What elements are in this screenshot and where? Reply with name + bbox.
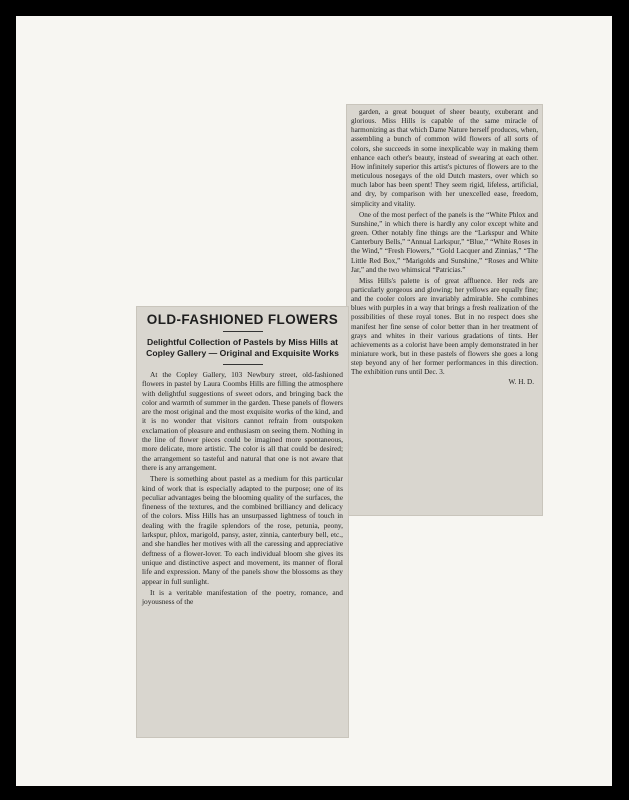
scan-page	[16, 16, 612, 786]
author-signature: W. H. D.	[508, 377, 534, 386]
article-paragraph: It is a veritable manifestation of the poetry, romance, and joyousness of the	[142, 587, 343, 607]
article-subheadline: Delightful Collection of Pastels by Miss Hills at Copley Gallery — Original and Exquisite Works	[146, 337, 339, 358]
article-paragraph: There is something about pastel as a medium for this particular kind of work that is especially adapted to the purpose; one of its peculiar advantages being the blooming quality of the surfaces, the fineness of the textures, and the combined brilliancy and delicacy of the colors. Miss Hills has an unsurpassed lightness of touch in dealing with the fragile splendors of the rose, petunia, peony, larkspur, phlox, marigold, pansy, aster, zinnia, canterbury bell, etc., and she handles her motives with all the caressing and appreciative deftness of a flower-lover. To each individual bloom she gives its unique and distinctive aspect and movement, its manner of floral life and expression. Many of the panels show the blossoms as they appear in full sunlight.	[142, 474, 343, 586]
article-paragraph: Miss Hills's palette is of great affluence. Her reds are particularly gorgeous and glowing; her yellows are equally fine; and the cooler colors are invariably admirable. She combines blues with purples in a way that brings a fresh realization of the possibilities of these royal tones. But in no respect does she manifest her fine sense of color better than in her treatment of grays and whites in their various gradations of tints. Her achievements as a colorist have been amply demonstrated in her miniature work, but in these pastels of flowers she goes a long step beyond any of her former performances in this direction. The exhibition runs until Dec. 3.	[351, 276, 538, 377]
clipping-left-column	[136, 306, 349, 738]
article-paragraph: garden, a great bouquet of sheer beauty, exuberant and glorious. Miss Hills is capable of the same miracle of harmonizing as that which Dame Nature herself produces, when, assembling a bunch of common wild flowers of all sorts of colors, she succeeds in some inexplicable way in making them enhance each other's beauty, instead of swearing at each other. How infinitely superior this artist's pictures of flowers are to the meticulous nosegays of the old Dutch masters, over which so much labor has been spent! They seem rigid, lifeless, artificial, and dry, by comparison with her unexcelled ease, freedom, simplicity and vitality.	[351, 108, 538, 208]
article-paragraph: One of the most perfect of the panels is the “White Phlox and Sunshine,” in which there is hardly any color except white and green. Other notably fine things are the “Larkspur and White Canterbury Bells,” “Annual Larkspur,” “Blue,” “White Roses in the Wind,” “Fresh Flowers,” “Gold Lacquer and Zinnias,” “The Little Red Box,” “Marigolds and Sunshine,” “Roses and White Jar,” and the two whimsical “Patricias.”	[351, 210, 538, 274]
clipping-right-column	[346, 104, 543, 516]
article-headline: OLD-FASHIONED FLOWERS	[146, 312, 339, 327]
headline-rule	[223, 331, 263, 332]
article-paragraph: At the Copley Gallery, 103 Newbury street, old-fashioned flowers in pastel by Laura Coombs Hills are filling the atmosphere with delightful suggestions of sweet odors, and bringing back the color and warmth of summer in the garden. These panels of flowers are the most original and the most exquisite works of the kind, and it is no wonder that visitors cannot refrain from outspoken exclamation of pleasure and enthusiasm on seeing them. Nothing in the line of flower pieces could be imagined more spontaneous, more delicate, more artistic. The color is all that could be desired; the arrangement so tasteful and natural that one is not aware that there is any arrangement.	[142, 370, 343, 472]
subheadline-rule	[223, 364, 263, 365]
